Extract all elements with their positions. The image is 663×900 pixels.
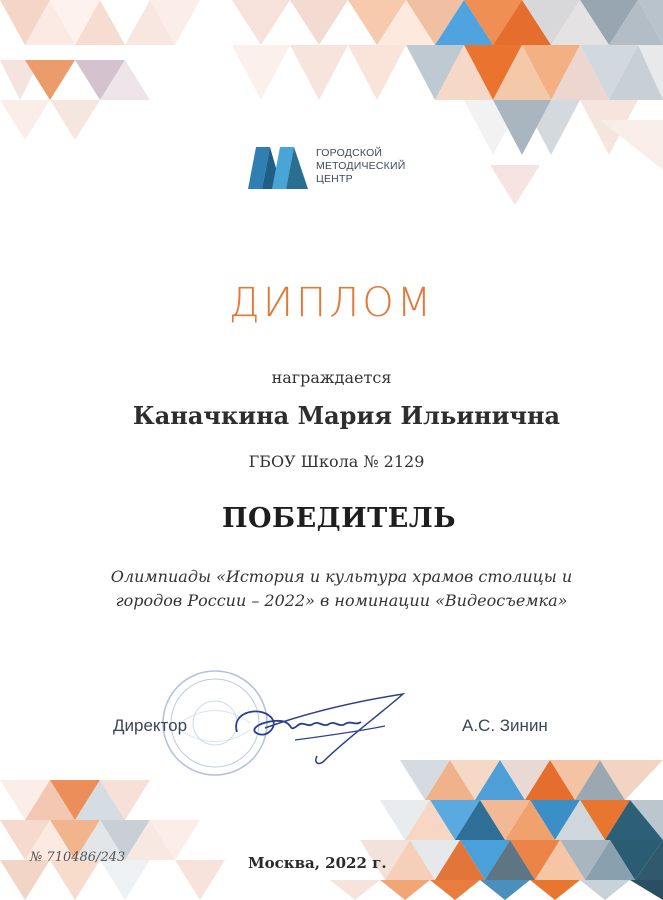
logo-line-3: ЦЕНТР bbox=[316, 173, 353, 185]
logo-line-1: ГОРОДСКОЙ bbox=[316, 147, 383, 159]
logo-text bbox=[316, 147, 405, 186]
city-year: Москва, 2022 г. bbox=[248, 854, 387, 872]
recipient-name: Каначкина Мария Ильинична bbox=[132, 401, 561, 430]
diploma-title: ДИПЛОМ bbox=[228, 280, 435, 326]
diploma-number: № 710486/243 bbox=[30, 850, 126, 865]
logo-line-2: МЕТОДИЧЕСКИЙ bbox=[316, 160, 406, 172]
signature-icon bbox=[225, 680, 415, 770]
bottom-triangle-pattern bbox=[0, 760, 663, 900]
school-name: ГБОУ Школа № 2129 bbox=[248, 452, 425, 471]
description-line-1: Олимпиады «История и культура храмов столицы и bbox=[110, 567, 573, 586]
olympiad-description bbox=[40, 565, 643, 613]
director-name: А.С. Зинин bbox=[462, 716, 548, 735]
awarded-label: награждается bbox=[271, 368, 392, 387]
director-label: Директор bbox=[113, 716, 188, 735]
description-line-2: городов России – 2022» в номинации «Видеосъемка» bbox=[115, 591, 568, 610]
logo bbox=[248, 143, 428, 191]
logo-mark-icon bbox=[248, 143, 310, 189]
rank-title: ПОБЕДИТЕЛЬ bbox=[221, 503, 456, 534]
